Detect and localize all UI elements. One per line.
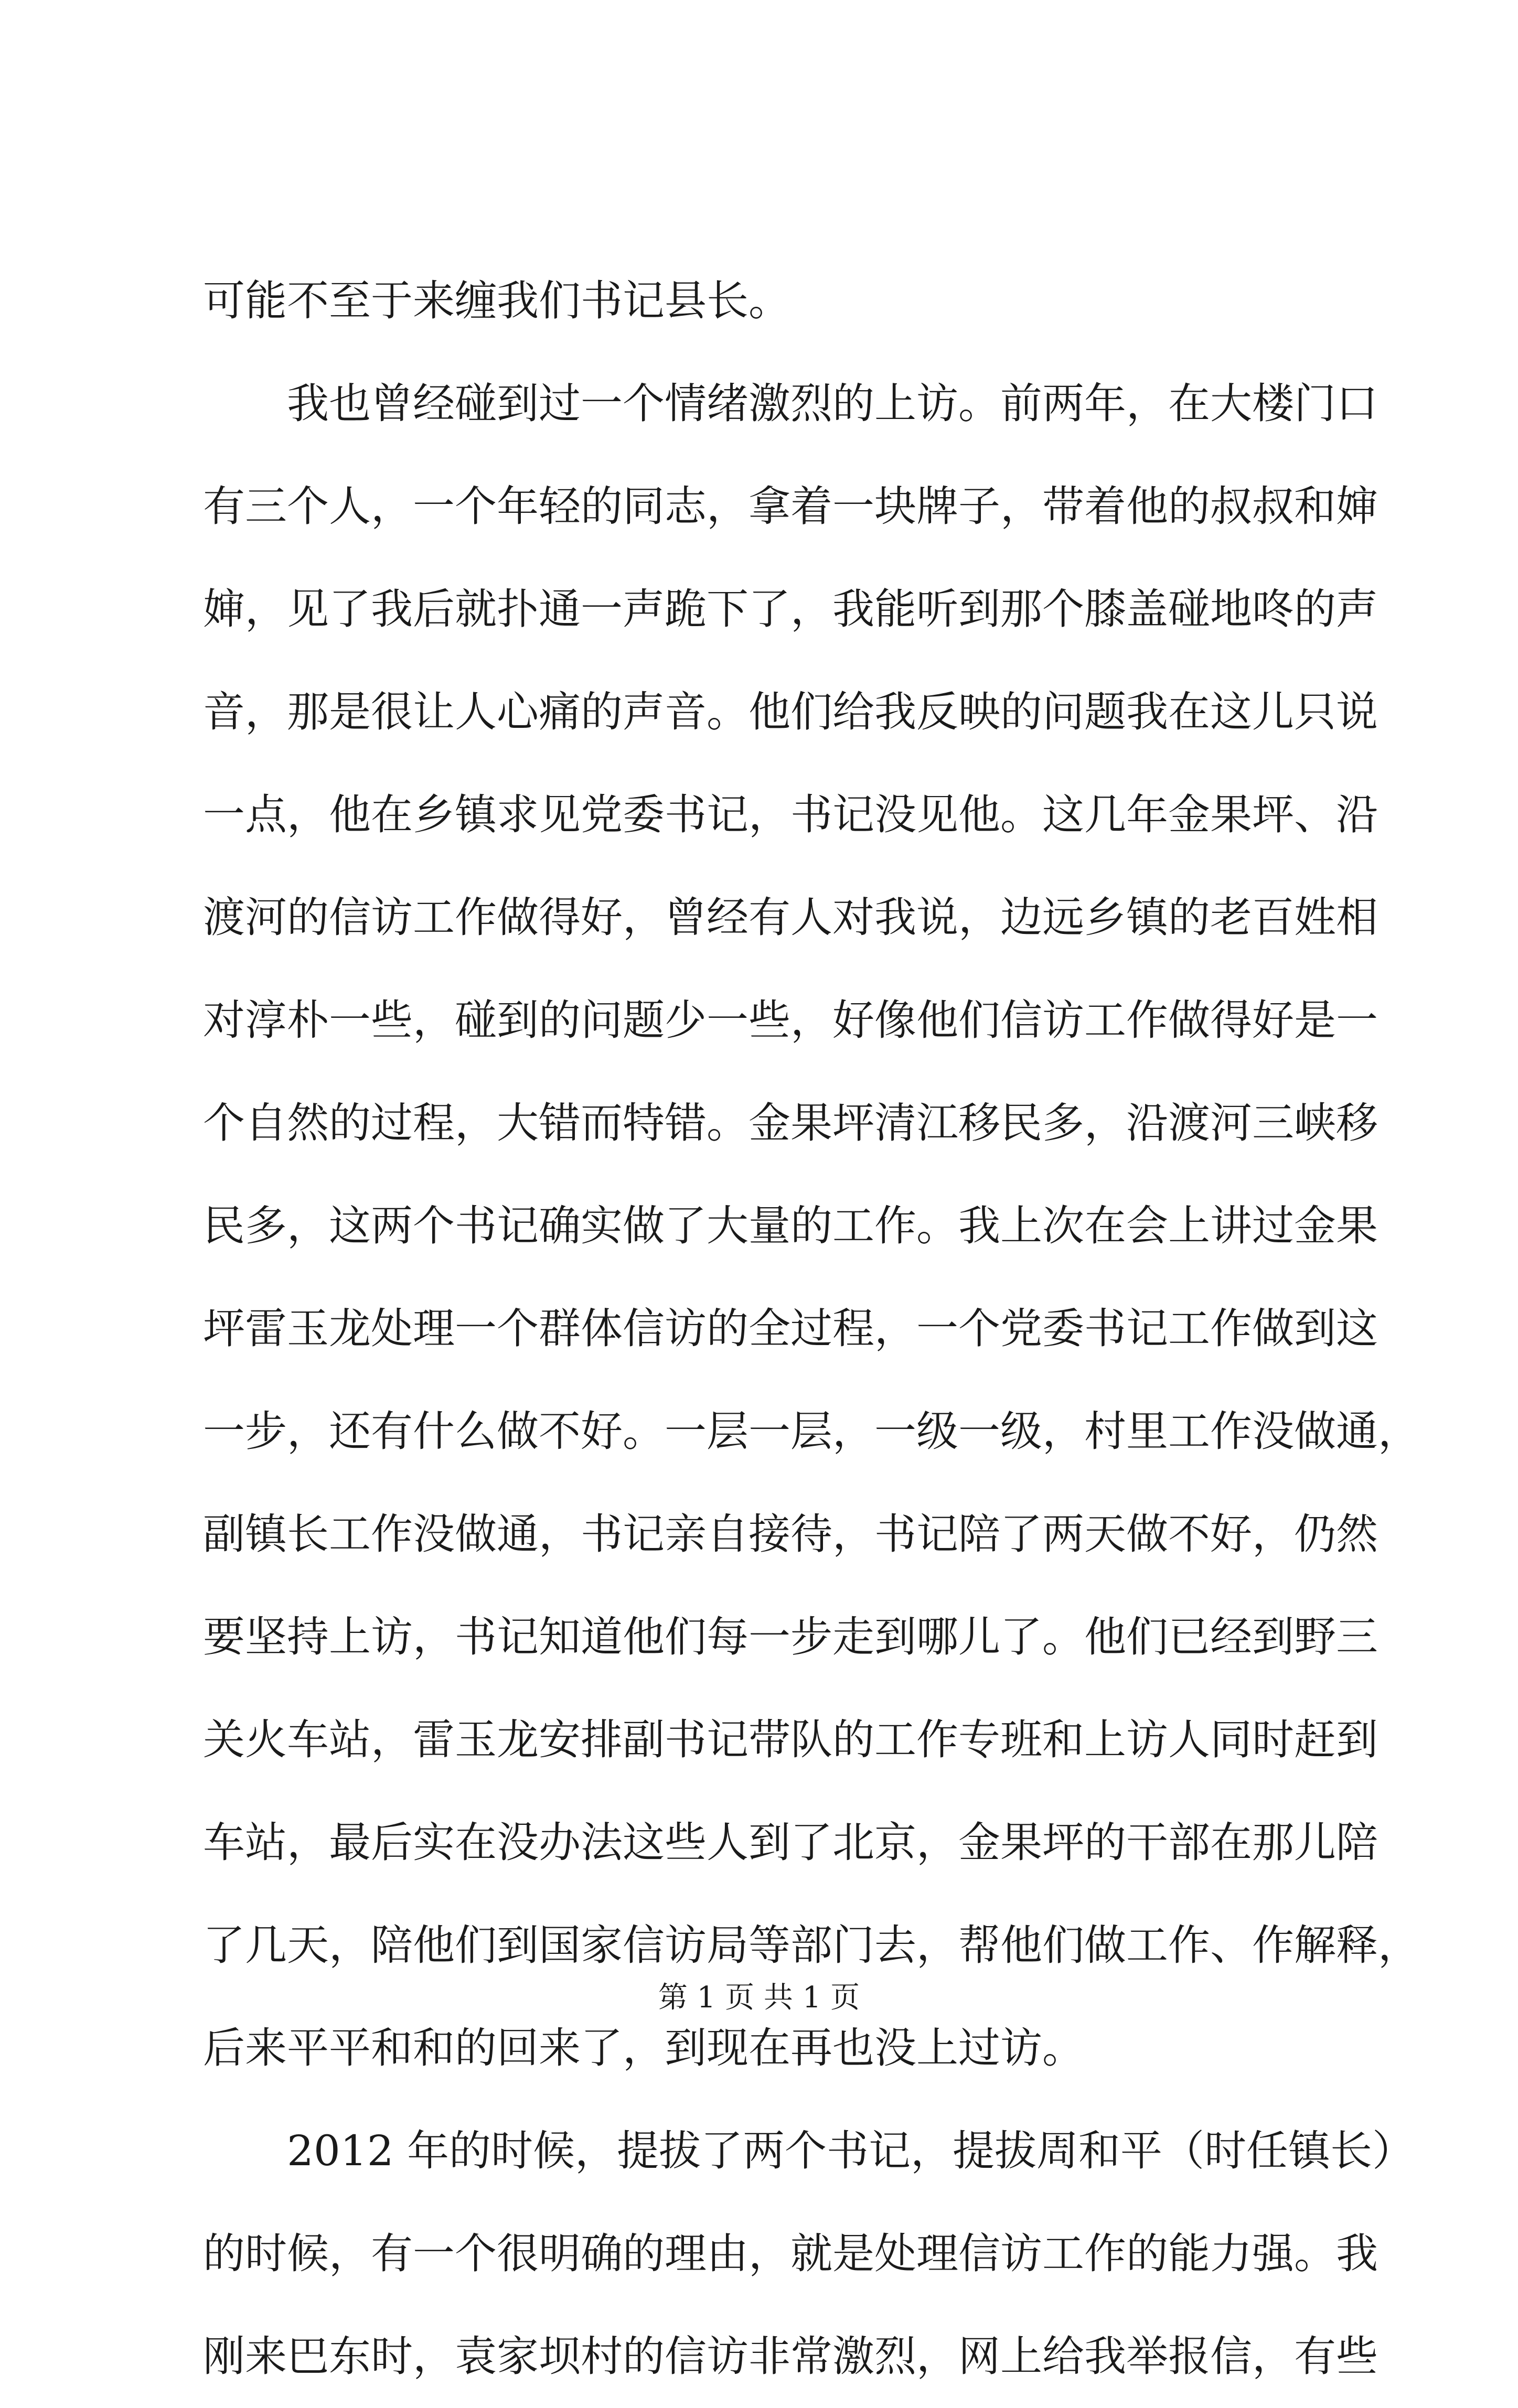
text-line: 了几天，陪他们到国家信访局等部门去，帮他们做工作、作解释， — [203, 1921, 1420, 1970]
text-line: 个自然的过程，大错而特错。金果坪清江移民多，沿渡河三峡移 — [203, 1099, 1378, 1147]
text-line: 渡河的信访工作做得好，曾经有人对我说，边远乡镇的老百姓相 — [203, 893, 1378, 942]
text-line: 坪雷玉龙处理一个群体信访的全过程，一个党委书记工作做到这 — [203, 1304, 1378, 1353]
text-line: 对淳朴一些，碰到的问题少一些，好像他们信访工作做得好是一 — [203, 996, 1378, 1045]
text-line: 车站，最后实在没办法这些人到了北京，金果坪的干部在那儿陪 — [203, 1818, 1378, 1867]
text-line: 民多，这两个书记确实做了大量的工作。我上次在会上讲过金果 — [203, 1201, 1378, 1250]
text-line: 副镇长工作没做通，书记亲自接待，书记陪了两天做不好，仍然 — [203, 1510, 1378, 1558]
text-line: 一步，还有什么做不好。一层一层，一级一级，村里工作没做通， — [203, 1407, 1420, 1456]
text-line: 我也曾经碰到过一个情绪激烈的上访。前两年，在大楼门口 — [203, 379, 1378, 428]
text-line: 婶，见了我后就扑通一声跪下了，我能听到那个膝盖碰地咚的声 — [203, 585, 1378, 633]
text-line: 一点，他在乡镇求见党委书记，书记没见他。这几年金果坪、沿 — [203, 790, 1378, 839]
page-number-footer: 第 1 页 共 1 页 — [658, 1981, 860, 2015]
text-line: 有三个人，一个年轻的同志，拿着一块牌子，带着他的叔叔和婶 — [203, 482, 1378, 531]
text-line: 的时候，有一个很明确的理由，就是处理信访工作的能力强。我 — [203, 2229, 1378, 2278]
text-line: 后来平平和和的回来了，到现在再也没上过访。 — [203, 2024, 1084, 2072]
text-line: 音，那是很让人心痛的声音。他们给我反映的问题我在这儿只说 — [203, 687, 1378, 736]
text-line: 关火车站，雷玉龙安排副书记带队的工作专班和上访人同时赶到 — [203, 1715, 1378, 1764]
text-line: 刚来巴东时，袁家坝村的信访非常激烈，网上给我举报信，有些 — [203, 2332, 1378, 2381]
text-line: 2012 年的时候，提拔了两个书记，提拔周和平（时任镇长） — [203, 2126, 1415, 2175]
text-line: 要坚持上访，书记知道他们每一步走到哪儿了。他们已经到野三 — [203, 1612, 1378, 1661]
document-body — [203, 250, 1420, 2408]
text-line: 可能不至于来缠我们书记县长。 — [203, 276, 790, 325]
